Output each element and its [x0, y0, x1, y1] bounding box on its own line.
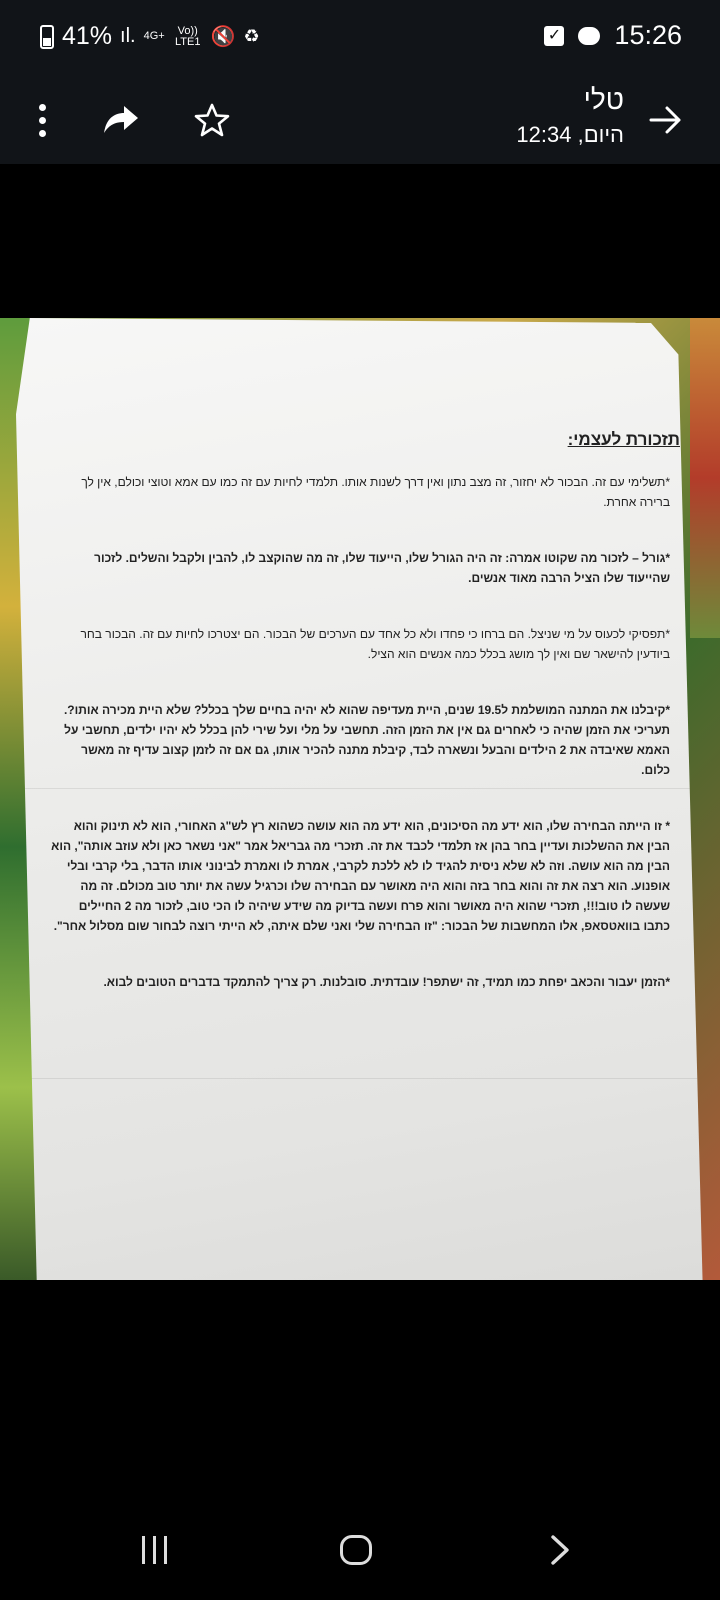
sent-time: היום, 12:34 [516, 122, 624, 147]
status-right [544, 20, 682, 51]
note-paragraph-6: *הזמן יעבור והכאב יפחת כמו תמיד, זה ישתפר! עובדתית. סובלנות. רק צריך להתמקד בדברים הטובים לבוא. [103, 975, 670, 989]
mute-icon: 🔇 [210, 26, 236, 48]
battery-icon [40, 25, 54, 49]
note-text [50, 430, 680, 1028]
forward-arrow-icon[interactable] [638, 92, 694, 148]
note-paragraph-5: * זו הייתה הבחירה שלו, הוא ידע מה הסיכונים, הוא ידע מה הוא עושה כשהוא רץ לש"ג האחורי, הוא לא תינוק והוא הבין את ההשלכות ועדיין בחר בהן אז תלמדי לכבד את זה. תזכרי מה גבריאל אמר "אני נשאר כאן ולא עוזב אותה", הוא הבין מה הוא עושה. וזה לא שלא ניסית להגיד לו לא ללכת לקרבי, אמרת לו ואמרת לבינוני אותו הדבר, בלי קרבי ובלי אופנוע. הוא רצה את זה והוא בחר בזה והוא היה מאושר עם הבחירה שלו וכרגיל עשה את יותר טוב מכולם. זה מה שעשה לו טוב!!!, תזכרי שהוא היה מאושר והוא פרח ועשה בדיוק מה שידע שיהיה לו הכי טוב, לזכור מה 2 החיילים כתבו בוואטסאפ, אלו המחשבות של הבכור: "זו הבחירה שלי ואני שלם איתה, לא הייתי רוצה לבחור שום מסלול אחר". [51, 819, 670, 933]
note-paragraph-1: *תשלימי עם זה. הבכור לא יחזור, זה מצב נתון ואין דרך לשנות אותו. תלמדי לחיות עם זה כמו עם אמא וטוצי וכולם, אין לך ברירה אחרת. [81, 475, 670, 509]
network-type: 4G+ [143, 30, 165, 42]
signal-icon: ıl. [120, 25, 136, 47]
recycle-icon: ♻ [243, 26, 260, 46]
sender-info [516, 80, 624, 150]
chat-notification-icon [578, 27, 600, 45]
note-paragraph-3: *תפסיקי לכעוס על מי שניצל. הם ברחו כי פחדו ולא כל אחד עם הערכים של הבכור. הם יצטרכו לחיות עם זה. הבכור בחר ביודעין להישאר שם ואין לך מושג בכלל כמה אנשים הוא הציל. [80, 627, 670, 661]
back-icon[interactable] [530, 1530, 590, 1570]
home-icon[interactable] [326, 1530, 386, 1570]
battery-percent: 41% [62, 22, 113, 50]
note-title: תזכורת לעצמי: [567, 430, 680, 449]
status-bar [0, 0, 720, 78]
more-options-icon[interactable] [14, 92, 70, 148]
volte-label: Vo)) LTE1 [174, 24, 201, 48]
star-icon[interactable] [184, 92, 240, 148]
share-icon[interactable] [92, 92, 148, 148]
background-fabric [690, 318, 720, 638]
sender-name: טלי [583, 84, 624, 115]
clock: 15:26 [614, 20, 682, 50]
check-notification-icon: ✓ [544, 26, 564, 46]
status-left [40, 22, 260, 51]
note-paragraph-2: *גורל – לזכור מה שקוטו אמרה: זה היה הגורל שלו, הייעוד שלו, זה מה שהוקצב לו, להבין ולקבל והשלים. לזכור שהייעוד שלו הציל הרבה מאוד אנשים. [94, 551, 670, 585]
viewer-header [0, 78, 720, 164]
note-paragraph-4: *קיבלנו את המתנה המושלמת ל19.5 שנים, היית מעדיפה שהוא לא יהיה בחיים שלך בכלל? שלא היית מכירה אותו?. תעריכי את הזמן שהיה כי לאחרים גם אין את הזמן הזה. תחשבי על מלי ועל שירי להן בכלל לא יהיו ילדים, תחשבי על האמא שאיבדה את 2 הילדים והבעל ונשארה לבד, קיבלת מתנה להכיר אותו, גם אם זה לזמן קצוב עדיף זה מאשר כלום. [63, 703, 670, 777]
navigation-bar [0, 1500, 720, 1600]
recents-icon[interactable] [124, 1530, 184, 1570]
